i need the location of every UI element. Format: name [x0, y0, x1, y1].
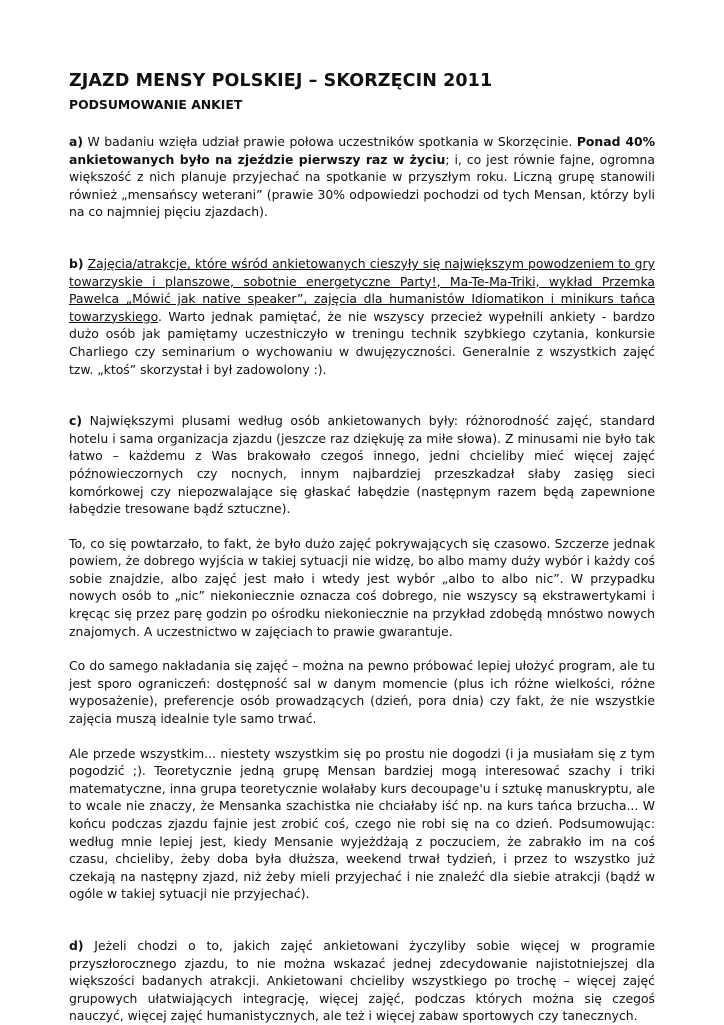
document-subtitle: PODSUMOWANIE ANKIET	[69, 97, 243, 112]
section-b-underlined: Zajęcia/atrakcje, które wśród ankietowanych cieszyły się największym powodzeniem to gry towarzyskie i planszowe, sobotnie energetyczne Party!, Ma-Te-Ma-Triki, wykład Przemka Pawelca „Mówić jak native speaker”, zajęcia dla humanistów Idiomatikon i minikurs tańca towarzyskiego	[69, 255, 655, 324]
section-a-marker: a)	[69, 134, 84, 149]
section-c-p1-text: Największymi plusami według osób ankietowanych były: różnorodność zajęć, standard hotelu i sama organizacja zjazdu (jeszcze raz dziękuję za miłe słowa). Z minusami nie było tak łatwo – każdemu z Was brakowało czegoś innego, jedni chcieliby mieć więcej zajęć późnowieczornych czy nocnych, innym najbardziej przeszkadzał słaby zasięg sieci komórkowej czy niepozwalające się głaskać łabędzie (następnym razem będą zapewnione łabędzie tresowane bądź sztuczne).	[69, 413, 655, 517]
section-d	[69, 937, 655, 1025]
section-b-marker: b)	[69, 255, 84, 271]
section-c-p3: Co do samego nakładania się zajęć – można na pewno próbować lepiej ułożyć program, ale tu jest sporo ograniczeń: dostępność sal w danym momencie (plus ich różne wielkości, różne wyposażenie), preferencje osób prowadzących (dzień, pora dnia) czy fakt, że nie wszystkie zajęcia muszą idealnie tyle samo trwać.	[69, 658, 655, 727]
section-c-p2: To, co się powtarzało, to fakt, że było dużo zajęć pokrywających się czasowo. Szczerze jednak powiem, że dobrego wyjścia w takiej sytuacji nie widzę, bo albo mamy duży wybór i każdy coś sobie znajdzie, albo zajęć jest mało i wtedy jest wybór „albo to albo nic”. W przypadku nowych osób to „nic” niekoniecznie oznacza coś dobrego, nie wszyscy są ekstrawertykami i kręcąc się przez parę godzin po ośrodku niekoniecznie na przykład zdobędą mnóstwo nowych znajomych. A uczestnictwo w zajęciach to prawie gwarantuje.	[69, 535, 655, 639]
section-c-p4: Ale przede wszystkim... niestety wszystkim się po prostu nie dogodzi (i ja musiałam się z tym pogodzić ;). Teoretycznie jedną grupę Mensan bardziej mogą interesować szachy i triki matematyczne, inna grupa teoretycznie wolałaby kurs decoupage'u i sztukę manuskryptu, ale to wcale nie znaczy, że Mensanka szachistka nie chciałaby iść np. na kurs tańca brzucha... W końcu podczas zjazdu fajnie jest zrobić coś, czego nie robi się na co dzień. Podsumowując: według mnie lepiej jest, kiedy Mensanie wyjeżdżają z poczuciem, że zabrakło im na coś czasu, chcieliby, żeby doba była dłuższa, weekend trwał tydzień, i przez to wszystko już czekają na następny zjazd, niż żeby mieli przyjechać i nie znaleźć dla siebie atrakcji (bądź w ogóle w takiej sytuacji nie przyjechać).	[69, 745, 655, 902]
section-c-p1	[69, 412, 655, 518]
section-a-text1: W badaniu wzięła udział prawie połowa uczestników spotkania w Skorzęcinie.	[83, 134, 577, 149]
document-title: ZJAZD MENSY POLSKIEJ – SKORZĘCIN 2011	[69, 71, 493, 91]
section-b-text: . Warto jednak pamiętać, że nie wszyscy przecież wypełnili ankiety - bardzo dużo osób jak pamiętamy uczestniczyło w treningu technik szybkiego czytania, konkursie Charliego czy seminarium o wychowaniu w dwujęzyczności. Generalnie z wszystkich zajęć tzw. „ktoś” skorzystał i był zadowolony :).	[69, 308, 655, 377]
section-c-marker: c)	[69, 413, 83, 429]
section-d-marker: d)	[69, 937, 84, 953]
section-b	[69, 255, 655, 378]
section-a-text2: ; i, co jest równie fajne, ogromna większość z nich planuje przyjechać na spotkanie w przyszłym roku. Liczną grupę stanowili również „mensańscy weterani” (prawie 30% odpowiedzi pochodzi od tych Mensan, którzy byli na co najmniej pięciu zjazdach).	[69, 151, 655, 220]
section-d-text: Jeżeli chodzi o to, jakich zajęć ankietowani życzyliby sobie więcej w programie przyszłorocznego zjazdu, to nie można wskazać jednej zdecydowanie najistotniejszej dla większości badanych atrakcji. Ankietowani chcieliby wszystkiego po trochę – więcej zajęć grupowych ułatwiających integrację, więcej zajęć, podczas których można się czegoś nauczyć, więcej zajęć humanistycznych, ale też i więcej zabaw sportowych czy tanecznych.	[69, 937, 655, 1024]
section-a-bold: Ponad 40% ankietowanych było na zjeździe pierwszy raz w życiu	[69, 134, 655, 167]
document-page	[69, 70, 655, 1025]
section-a	[69, 133, 655, 221]
